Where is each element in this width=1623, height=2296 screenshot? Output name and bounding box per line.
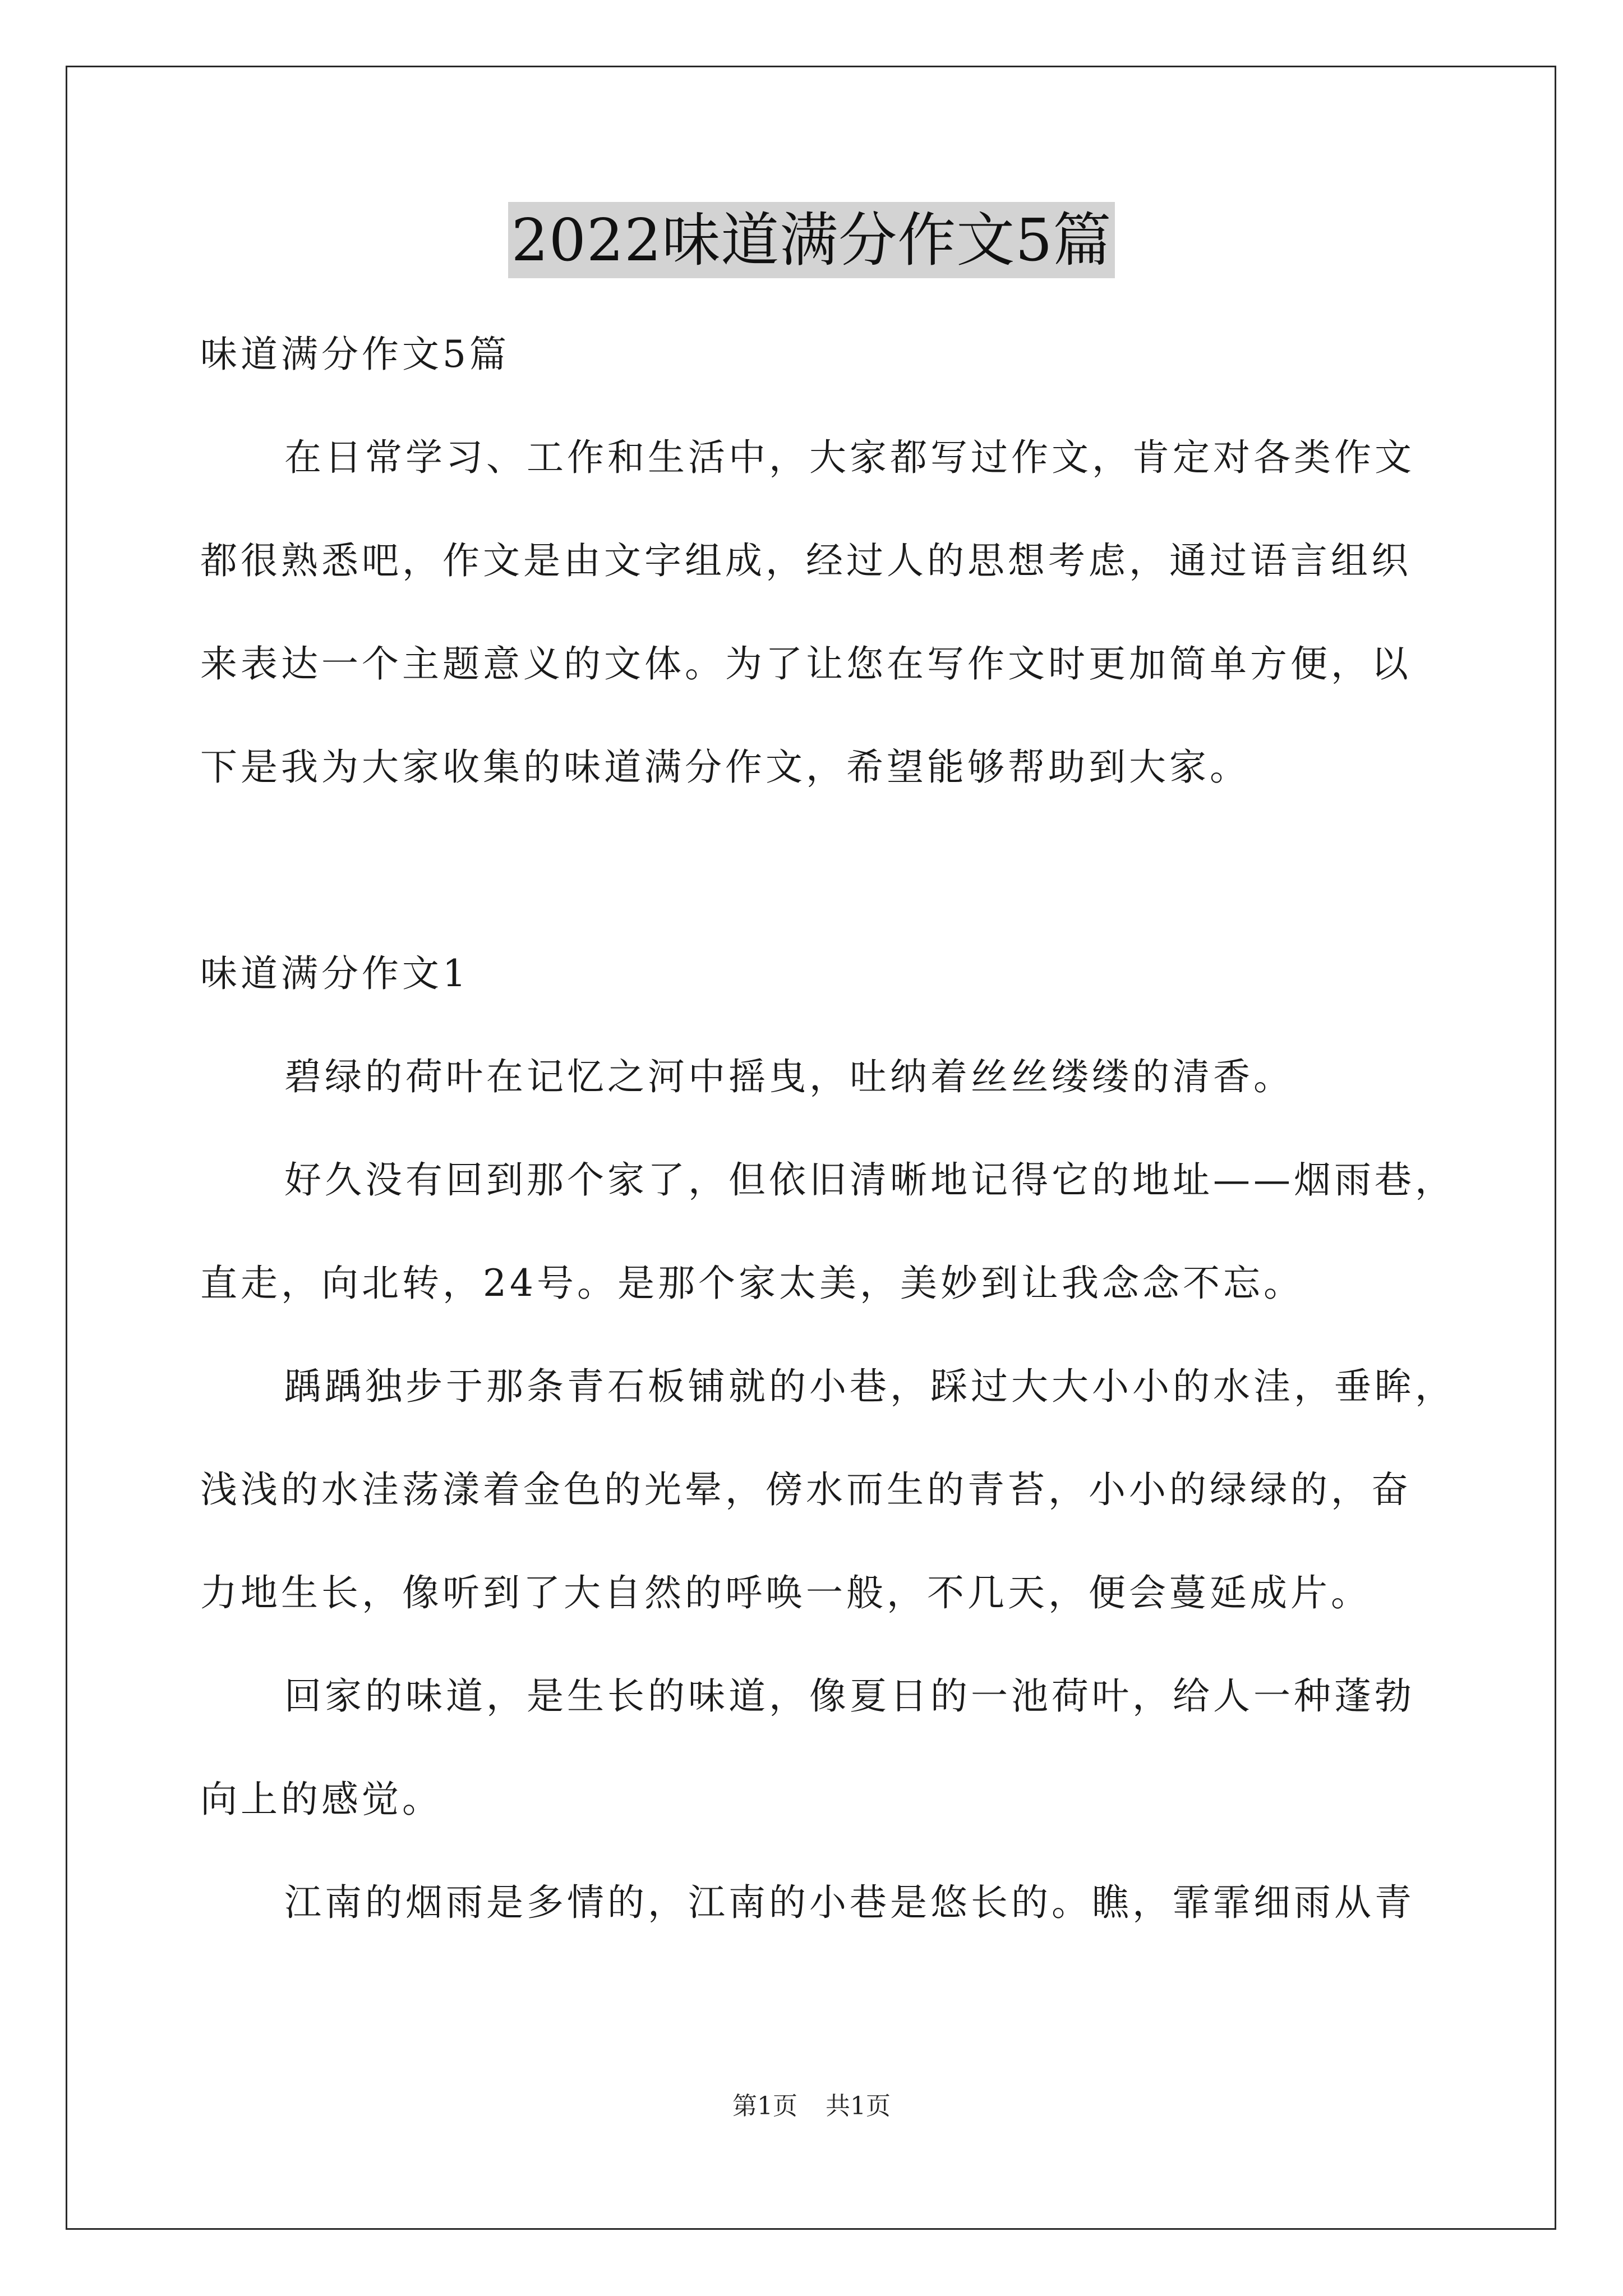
body-line: 江南的烟雨是多情的，江南的小巷是悠长的。瞧，霏霏细雨从青	[284, 1881, 1415, 1924]
body-line: 直走，向北转，24号。是那个家太美，美妙到让我念念不忘。	[200, 1262, 1304, 1305]
intro-line: 在日常学习、工作和生活中，大家都写过作文，肯定对各类作文	[284, 436, 1415, 479]
document-body	[200, 303, 1455, 1954]
paragraph-spacer	[200, 819, 1434, 922]
section-heading: 味道满分作文1	[200, 952, 469, 995]
body-line: 向上的感觉。	[200, 1778, 442, 1821]
document-subtitle: 味道满分作文5篇	[200, 333, 510, 376]
page-footer	[0, 2090, 1623, 2123]
page-number: 第1页	[732, 2092, 797, 2120]
body-line: 碧绿的荷叶在记忆之河中摇曳，吐纳着丝丝缕缕的清香。	[284, 1055, 1294, 1098]
page-total: 共1页	[826, 2092, 891, 2120]
body-line: 回家的味道，是生长的味道，像夏日的一池荷叶，给人一种蓬勃	[284, 1674, 1415, 1718]
body-line: 好久没有回到那个家了，但依旧清晰地记得它的地址——烟雨巷，	[284, 1158, 1455, 1202]
intro-line: 下是我为大家收集的味道满分作文，希望能够帮助到大家。	[200, 746, 1250, 789]
body-line: 踽踽独步于那条青石板铺就的小巷，踩过大大小小的水洼，垂眸，	[284, 1365, 1455, 1408]
body-line: 浅浅的水洼荡漾着金色的光晕，傍水而生的青苔，小小的绿绿的，奋	[200, 1468, 1412, 1511]
title-area	[0, 202, 1623, 278]
intro-line: 来表达一个主题意义的文体。为了让您在写作文时更加简单方便，以	[200, 642, 1412, 685]
intro-line: 都很熟悉吧，作文是由文字组成，经过人的思想考虑，通过语言组织	[200, 539, 1412, 582]
document-title: 2022味道满分作文5篇	[508, 202, 1115, 278]
body-line: 力地生长，像听到了大自然的呼唤一般，不几天，便会蔓延成片。	[200, 1571, 1371, 1614]
